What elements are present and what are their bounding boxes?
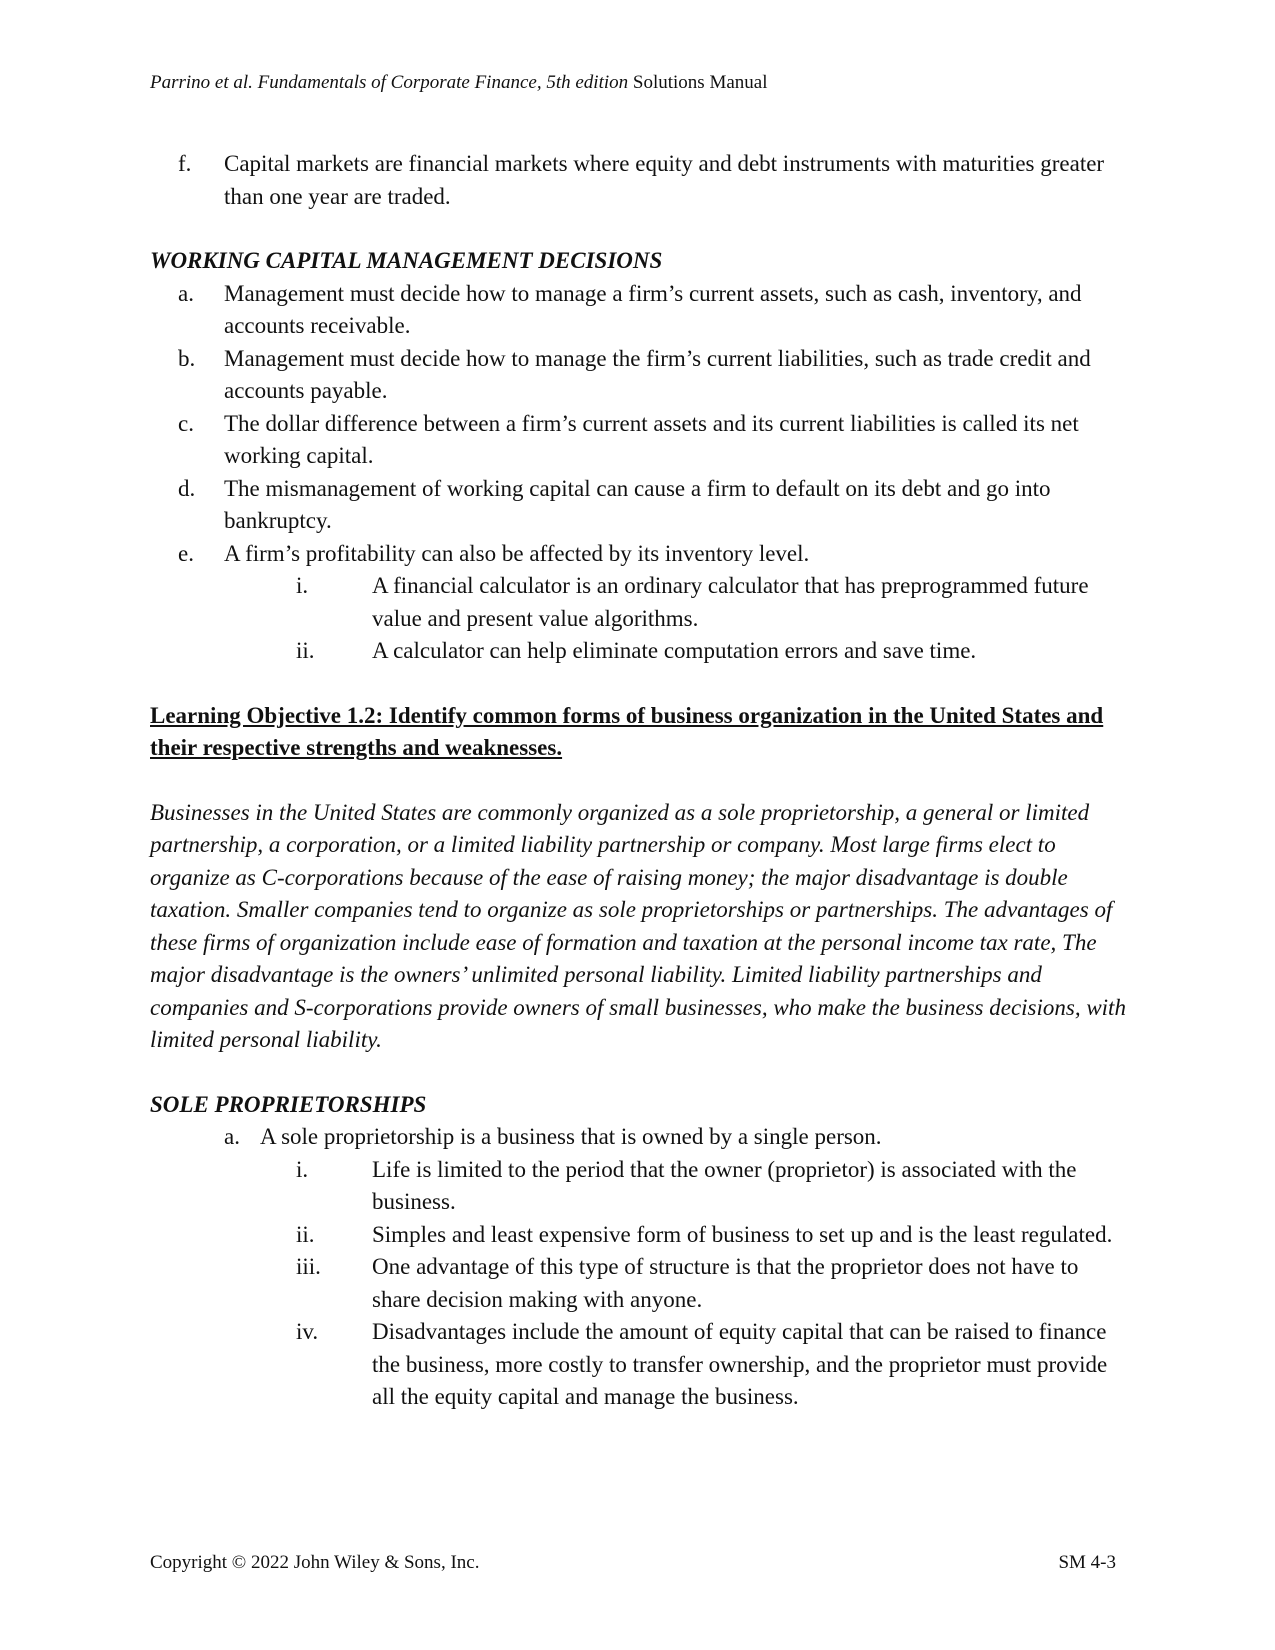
- list-item-text: A sole proprietorship is a business that is owned by a single person.: [260, 1124, 882, 1149]
- list-item-text: The dollar difference between a firm’s current assets and its current liabilities is called its net working capital.: [224, 410, 1079, 468]
- sub-list-item-label: ii.: [296, 1221, 315, 1247]
- sub-list-item: [150, 1251, 1130, 1316]
- learning-objective-heading: Learning Objective 1.2: Identify common forms of business organization in the United States and their respective strengths and weaknesses.: [150, 702, 1104, 760]
- list-item-text: Management must decide how to manage a firm’s current assets, such as cash, inventory, and accounts receivable.: [224, 280, 1082, 338]
- section-heading-sole-proprietorships: SOLE PROPRIETORSHIPS: [150, 1091, 427, 1117]
- sub-list-item: [150, 570, 1130, 635]
- list-item: [150, 278, 1130, 343]
- sub-list-item-text: A calculator can help eliminate computation errors and save time.: [372, 638, 977, 663]
- sub-list-item-label: i.: [296, 573, 309, 598]
- list-item: [150, 473, 1130, 538]
- sub-list-item-text: A financial calculator is an ordinary calculator that has preprogrammed future value and present value algorithms.: [372, 573, 1089, 631]
- list-item-label: f.: [178, 151, 192, 176]
- sub-list-item: [150, 635, 1130, 668]
- list-item-label: d.: [178, 475, 196, 501]
- list-item-text: A firm’s profitability can also be affected by its inventory level.: [224, 540, 810, 566]
- sub-list-item: [150, 1154, 1130, 1219]
- sub-list-item-text: One advantage of this type of structure is that the proprietor does not have to share decision making with anyone.: [372, 1254, 1079, 1312]
- list-item-label: b.: [178, 345, 196, 371]
- list-item-text: The mismanagement of working capital can cause a firm to default on its debt and go into bankruptcy.: [224, 475, 1051, 533]
- page-number: SM 4-3: [1058, 1552, 1116, 1573]
- list-item: [150, 408, 1130, 473]
- list-item: [150, 538, 1130, 571]
- sub-list-item-label: ii.: [296, 638, 315, 663]
- list-item-label: a.: [224, 1124, 240, 1149]
- list-item-text: Management must decide how to manage the firm’s current liabilities, such as trade credit and accounts payable.: [224, 345, 1091, 403]
- list-item-label: a.: [178, 280, 194, 306]
- sub-list-item-text: Simples and least expensive form of business to set up and is the least regulated.: [372, 1221, 1113, 1247]
- list-item: [150, 1121, 1130, 1154]
- learning-objective-summary: Businesses in the United States are commonly organized as a sole proprietorship, a general or limited partnership, a corporation, or a limited liability partnership or company. Most large firms elect to organize as C-corporations because of the ease of raising money; the major disadvantage is double taxation. Smaller companies tend to organize as sole proprietorships or partnerships. The advantages of these firms of organization include ease of formation and taxation at the personal income tax rate, The major disadvantage is the owners’ unlimited personal liability. Limited liability partnerships and companies and S-corporations provide owners of small businesses, who make the business decisions, with limited personal liability.: [150, 799, 1126, 1052]
- sub-list-item: [150, 1219, 1130, 1252]
- list-item: [150, 343, 1130, 408]
- list-item-label: c.: [178, 410, 194, 436]
- sub-list-item-label: i.: [296, 1156, 309, 1182]
- page-body: [150, 148, 1130, 1414]
- header-book-title: Parrino et al. Fundamentals of Corporate Finance, 5th edition: [150, 72, 629, 93]
- list-item-text: Capital markets are financial markets where equity and debt instruments with maturities greater than one year are traded.: [224, 151, 1105, 209]
- list-item-label: e.: [178, 540, 194, 566]
- sub-list-item-label: iii.: [296, 1254, 321, 1279]
- copyright-notice: Copyright © 2022 John Wiley & Sons, Inc.: [150, 1552, 480, 1573]
- section-heading-working-capital: WORKING CAPITAL MANAGEMENT DECISIONS: [150, 248, 663, 273]
- header-manual-label: Solutions Manual: [628, 72, 768, 93]
- sub-list-item-text: Life is limited to the period that the owner (proprietor) is associated with the business.: [372, 1156, 1077, 1214]
- running-header: [150, 72, 767, 94]
- sub-list-item-text: Disadvantages include the amount of equity capital that can be raised to finance the business, more costly to transfer ownership, and the proprietor must provide all the equity capital and manage the business.: [372, 1319, 1108, 1409]
- list-item: [150, 148, 1130, 213]
- sub-list-item-label: iv.: [296, 1319, 319, 1344]
- sub-list-item: [150, 1316, 1130, 1414]
